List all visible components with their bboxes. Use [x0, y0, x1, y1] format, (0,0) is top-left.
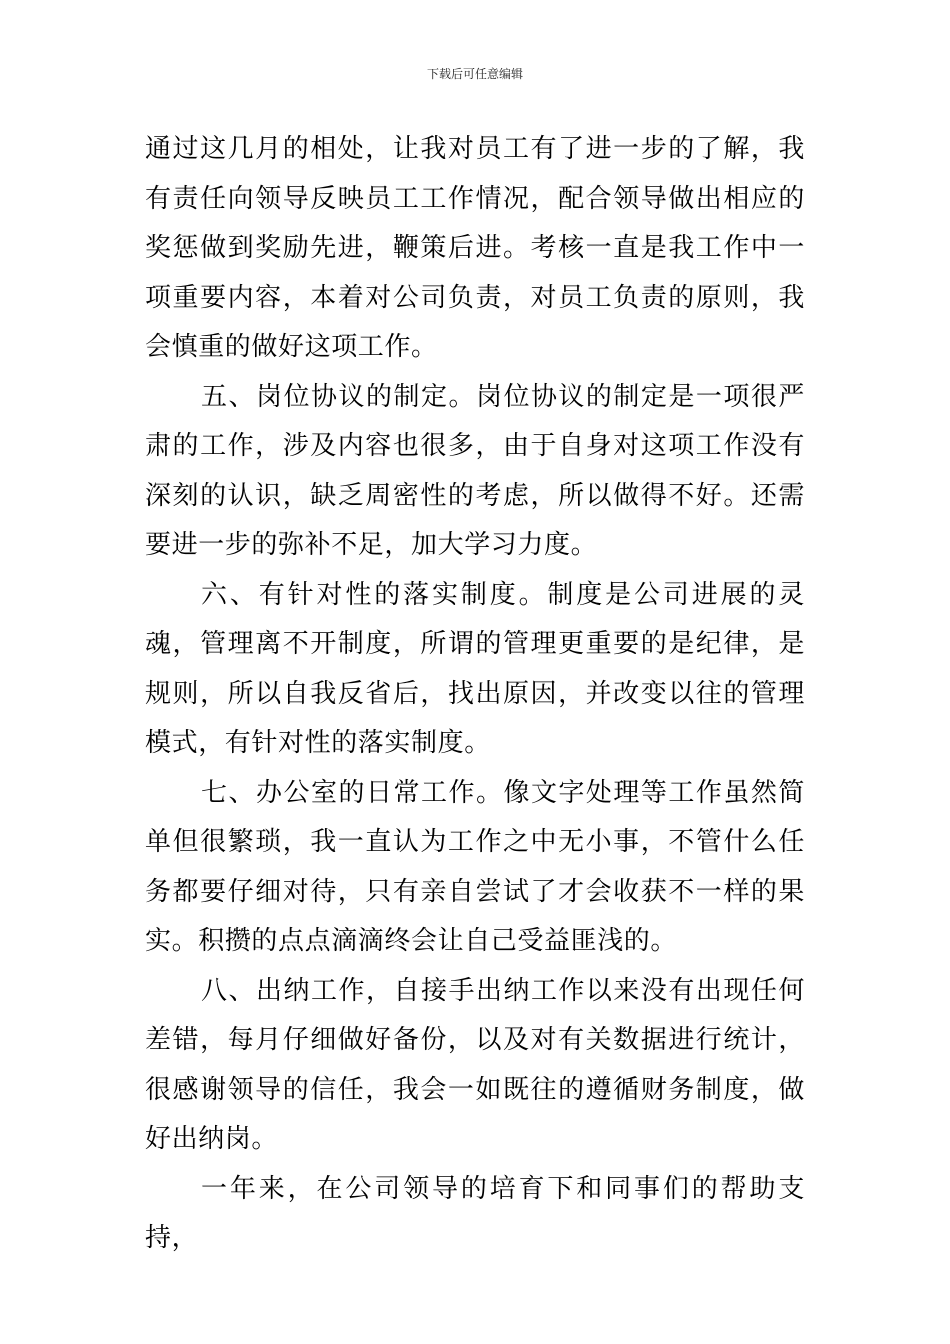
- paragraph-item-six: 六、有针对性的落实制度。制度是公司进展的灵魂，管理离不开制度，所谓的管理更重要的是纪律，是规则，所以自我反省后，找出原因，并改变以往的管理模式，有针对性的落实制度。: [145, 579, 805, 758]
- paragraph-item-five: 五、岗位协议的制定。岗位协议的制定是一项很严肃的工作，涉及内容也很多，由于自身对这项工作没有深刻的认识，缺乏周密性的考虑，所以做得不好。还需要进一步的弥补不足，加大学习力度。: [145, 381, 805, 560]
- document-body: [145, 125, 805, 1264]
- paragraph-summary-start: 一年来，在公司领导的培育下和同事们的帮助支持，: [145, 1173, 805, 1253]
- paragraph-continuation: 通过这几月的相处，让我对员工有了进一步的了解，我有责任向领导反映员工工作情况，配合领导做出相应的奖惩做到奖励先进，鞭策后进。考核一直是我工作中一项重要内容，本着对公司负责，对员工负责的原则，我会慎重的做好这项工作。: [145, 134, 805, 362]
- paragraph-item-seven: 七、办公室的日常工作。像文字处理等工作虽然简单但很繁琐，我一直认为工作之中无小事，不管什么任务都要仔细对待，只有亲自尝试了才会收获不一样的果实。积攒的点点滴滴终会让自己受益匪浅的。: [145, 777, 805, 956]
- paragraph-item-eight: 八、出纳工作，自接手出纳工作以来没有出现任何差错，每月仔细做好备份，以及对有关数据进行统计，很感谢领导的信任，我会一如既往的遵循财务制度，做好出纳岗。: [145, 975, 805, 1154]
- page-header-note: 下载后可任意编辑: [426, 67, 523, 81]
